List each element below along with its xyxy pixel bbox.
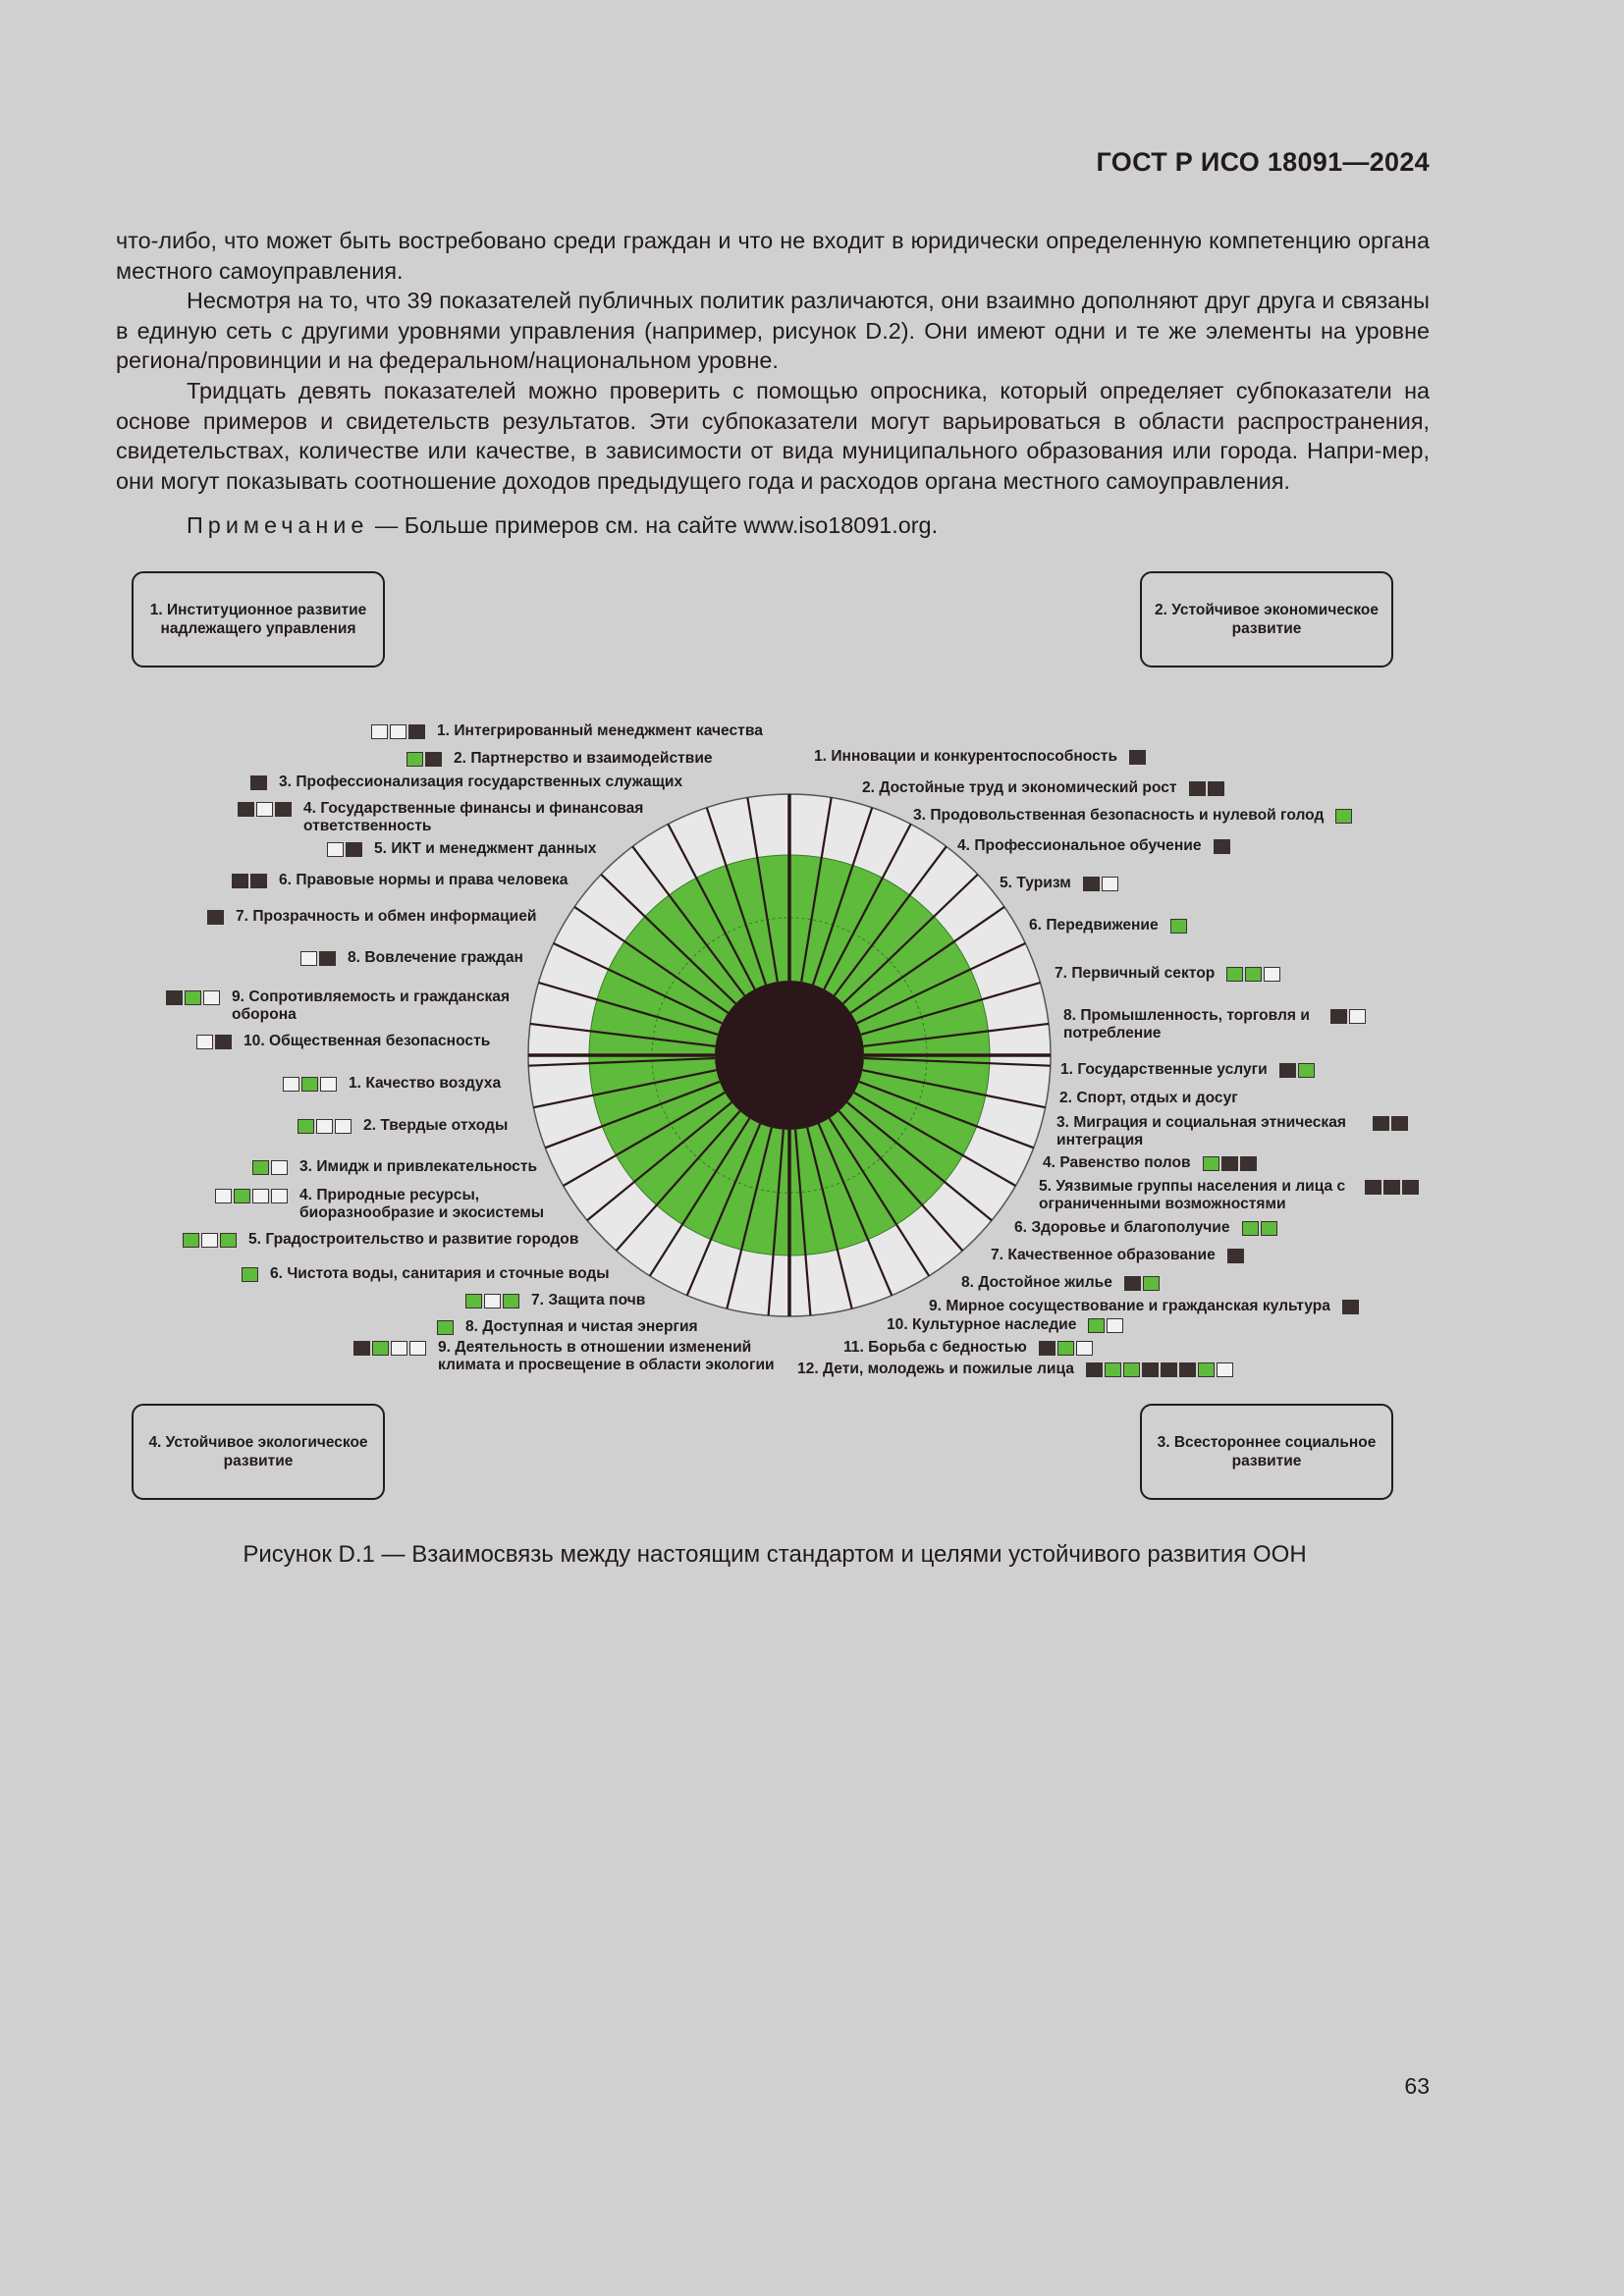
sdg-icons <box>1129 750 1146 765</box>
indicator-label: 3. Имидж и привлекательность <box>299 1158 538 1175</box>
sdg-goal-icon <box>207 910 224 925</box>
sdg-icons <box>1365 1180 1419 1195</box>
sdg-icons <box>1088 1318 1123 1333</box>
indicator-label: 8. Промышленность, торговля и потребление <box>1063 1007 1310 1041</box>
sdg-icons <box>1039 1341 1093 1356</box>
paragraph: Тридцать девять показателей можно проверить с помощью опросника, который определяет субпоказатели на основе примеров и свидетельств результатов. Эти субпоказатели могут варьироваться в области распространения, свидетельствах, количестве или качестве, в зависимости от вида муниципального образования или города. Напри-мер, они могут показывать соотношение доходов предыдущего года и расходов органа местного самоуправления. <box>116 377 1430 494</box>
sdg-goal-icon <box>1227 1249 1244 1263</box>
sdg-goal-icon <box>1349 1009 1366 1024</box>
sdg-goal-icon <box>1189 781 1206 796</box>
sdg-goal-icon <box>353 1341 370 1356</box>
sdg-goal-icon <box>201 1233 218 1248</box>
sdg-goal-icon <box>242 1267 258 1282</box>
note-text: — Больше примеров см. на сайте www.iso18091.org. <box>368 512 939 538</box>
sdg-goal-icon <box>215 1035 232 1049</box>
sdg-goal-icon <box>196 1035 213 1049</box>
sdg-goal-icon <box>203 990 220 1005</box>
sdg-goal-icon <box>1383 1180 1400 1195</box>
category-box-economic: 2. Устойчивое экономическое развитие <box>1140 571 1393 667</box>
sdg-goal-icon <box>1298 1063 1315 1078</box>
sdg-goal-icon <box>1203 1156 1219 1171</box>
sdg-icons <box>1335 809 1352 824</box>
sdg-icons <box>1189 781 1224 796</box>
sdg-goal-icon <box>1373 1116 1389 1131</box>
sdg-goal-icon <box>1402 1180 1419 1195</box>
sdg-goal-icon <box>250 874 267 888</box>
sdg-goal-icon <box>316 1119 333 1134</box>
sdg-icons <box>371 724 425 739</box>
sdg-goal-icon <box>408 724 425 739</box>
indicator-label: 4. Равенство полов <box>1043 1154 1191 1171</box>
indicator-label: 7. Защита почв <box>531 1292 646 1308</box>
sdg-goal-icon <box>1198 1362 1215 1377</box>
sdg-goal-icon <box>319 951 336 966</box>
sdg-goal-icon <box>301 1077 318 1092</box>
sdg-goal-icon <box>300 951 317 966</box>
indicator-label: 1. Государственные услуги <box>1060 1061 1268 1078</box>
sdg-icons <box>283 1077 337 1092</box>
sdg-goal-icon <box>1107 1318 1123 1333</box>
indicator-label: 12. Дети, молодежь и пожилые лица <box>797 1361 1074 1377</box>
sdg-icons <box>1279 1063 1315 1078</box>
sdg-goal-icon <box>437 1320 454 1335</box>
sdg-goal-icon <box>1143 1276 1160 1291</box>
sdg-goal-icon <box>406 752 423 767</box>
indicator-label: 3. Профессионализация государственных служащих <box>279 774 683 790</box>
sdg-goal-icon <box>1170 919 1187 934</box>
paragraph: Несмотря на то, что 39 показателей публичных политик различаются, они взаимно дополняют друг друга и связаны в единую сеть с другими уровнями управления (например, рисунок D.2). Они имеют одни и те же элементы на уровне региона/провинции и на федеральном/национальном уровне. <box>116 288 1430 374</box>
sdg-icons <box>1342 1300 1359 1314</box>
sdg-goal-icon <box>465 1294 482 1308</box>
sdg-goal-icon <box>1179 1362 1196 1377</box>
paragraph: что-либо, что может быть востребовано среди граждан и что не входит в юридически определенную компетенцию органа местного самоуправления. <box>116 228 1430 284</box>
sdg-goal-icon <box>1217 1362 1233 1377</box>
indicator-label: 2. Твердые отходы <box>363 1117 509 1134</box>
indicator-label: 1. Инновации и конкурентоспособность <box>814 748 1118 765</box>
indicator-label: 7. Качественное образование <box>991 1247 1216 1263</box>
sdg-goal-icon <box>252 1189 269 1203</box>
sdg-goal-icon <box>215 1189 232 1203</box>
sdg-goal-icon <box>371 724 388 739</box>
indicator-label: 6. Передвижение <box>1029 917 1159 934</box>
sdg-goal-icon <box>1039 1341 1056 1356</box>
sdg-icons <box>437 1320 454 1335</box>
sdg-goal-icon <box>390 724 406 739</box>
indicator-label: 10. Культурное наследие <box>887 1316 1077 1333</box>
indicator-label: 5. Уязвимые группы населения и лица с ограниченными возможностями <box>1039 1178 1346 1212</box>
sdg-goal-icon <box>183 1233 199 1248</box>
sdg-goal-icon <box>220 1233 237 1248</box>
indicator-label: 2. Спорт, отдых и досуг <box>1059 1090 1238 1106</box>
indicator-label: 5. ИКТ и менеджмент данных <box>374 840 597 857</box>
sdg-goal-icon <box>185 990 201 1005</box>
indicator-label: 6. Правовые нормы и права человека <box>279 872 568 888</box>
page-number: 63 <box>1404 2073 1430 2099</box>
indicator-label: 9. Мирное сосуществование и гражданская культура <box>929 1298 1330 1314</box>
sdg-goal-icon <box>1245 967 1262 982</box>
category-box-institutional: 1. Институционное развитие надлежащего управления <box>132 571 385 667</box>
sdg-goal-icon <box>346 842 362 857</box>
indicator-label: 7. Прозрачность и обмен информацией <box>236 908 537 925</box>
sdg-icons <box>196 1035 232 1049</box>
sdg-icons <box>232 874 267 888</box>
indicator-label: 9. Деятельность в отношении изменений климата и просвещение в области экологии <box>438 1339 775 1373</box>
sdg-icons <box>1086 1362 1233 1377</box>
sdg-goal-icon <box>1161 1362 1177 1377</box>
sdg-goal-icon <box>320 1077 337 1092</box>
sdg-icons <box>298 1119 352 1134</box>
sdg-goal-icon <box>1076 1341 1093 1356</box>
indicator-label: 8. Вовлечение граждан <box>348 949 523 966</box>
sdg-goal-icon <box>1226 967 1243 982</box>
sdg-goal-icon <box>1365 1180 1381 1195</box>
sdg-goal-icon <box>1330 1009 1347 1024</box>
indicator-label: 4. Государственные финансы и финансовая ответственность <box>303 800 644 834</box>
sdg-icons <box>242 1267 258 1282</box>
sdg-icons <box>1083 877 1118 891</box>
sdg-goal-icon <box>1129 750 1146 765</box>
sdg-goal-icon <box>503 1294 519 1308</box>
indicator-label: 1. Качество воздуха <box>349 1075 502 1092</box>
sdg-icons <box>300 951 336 966</box>
figure-caption: Рисунок D.1 — Взаимосвязь между настоящим стандартом и целями устойчивого развития ООН <box>243 1541 1307 1568</box>
sdg-icons <box>327 842 362 857</box>
sdg-goal-icon <box>1102 877 1118 891</box>
indicator-label: 8. Доступная и чистая энергия <box>465 1318 698 1335</box>
sdg-goal-icon <box>1391 1116 1408 1131</box>
wheel-center <box>715 981 864 1130</box>
indicator-label: 3. Продовольственная безопасность и нулевой голод <box>913 807 1325 824</box>
indicator-label: 4. Профессиональное обучение <box>957 837 1202 854</box>
sdg-goal-icon <box>1083 877 1100 891</box>
sdg-goal-icon <box>1335 809 1352 824</box>
indicator-label: 11. Борьба с бедностью <box>843 1339 1027 1356</box>
sdg-goal-icon <box>1264 967 1280 982</box>
sdg-icons <box>252 1160 288 1175</box>
indicator-label: 1. Интегрированный менеджмент качества <box>437 722 763 739</box>
sdg-goal-icon <box>283 1077 299 1092</box>
sdg-goal-icon <box>250 775 267 790</box>
sdg-goal-icon <box>425 752 442 767</box>
sdg-goal-icon <box>1208 781 1224 796</box>
sdg-icons <box>183 1233 237 1248</box>
sdg-goal-icon <box>1261 1221 1277 1236</box>
sdg-goal-icon <box>1057 1341 1074 1356</box>
category-box-social: 3. Всестороннее социальное развитие <box>1140 1404 1393 1500</box>
sdg-goal-icon <box>1342 1300 1359 1314</box>
indicator-label: 6. Чистота воды, санитария и сточные воды <box>270 1265 610 1282</box>
indicator-label: 7. Первичный сектор <box>1055 965 1216 982</box>
sdg-icons <box>1214 839 1230 854</box>
indicator-label: 6. Здоровье и благополучие <box>1014 1219 1230 1236</box>
sdg-icons <box>238 802 292 817</box>
sdg-icons <box>1226 967 1280 982</box>
indicator-label: 2. Достойные труд и экономический рост <box>862 779 1177 796</box>
sdg-goal-icon <box>335 1119 352 1134</box>
sdg-goal-icon <box>298 1119 314 1134</box>
sdg-goal-icon <box>271 1189 288 1203</box>
sdg-goal-icon <box>1105 1362 1121 1377</box>
note-label: Примечание <box>187 512 369 538</box>
sdg-goal-icon <box>234 1189 250 1203</box>
sdg-goal-icon <box>409 1341 426 1356</box>
sdg-goal-icon <box>1279 1063 1296 1078</box>
sdg-goal-icon <box>372 1341 389 1356</box>
category-box-ecological: 4. Устойчивое экологическое развитие <box>132 1404 385 1500</box>
sdg-goal-icon <box>1142 1362 1159 1377</box>
sdg-icons <box>465 1294 519 1308</box>
indicator-label: 5. Градостроительство и развитие городов <box>248 1231 579 1248</box>
indicator-label: 5. Туризм <box>1000 875 1071 891</box>
sdg-icons <box>1373 1116 1408 1131</box>
sdg-icons <box>166 990 220 1005</box>
sdg-icons <box>1124 1276 1160 1291</box>
document-header: ГОСТ Р ИСО 18091—2024 <box>1096 147 1430 177</box>
indicator-label: 10. Общественная безопасность <box>244 1033 491 1049</box>
sdg-goal-icon <box>271 1160 288 1175</box>
indicator-label: 3. Миграция и социальная этническая интеграция <box>1056 1114 1347 1148</box>
sdg-icons <box>215 1189 288 1203</box>
sdg-icons <box>250 775 267 790</box>
sdg-icons <box>1227 1249 1244 1263</box>
sdg-goal-icon <box>252 1160 269 1175</box>
sdg-goal-icon <box>166 990 183 1005</box>
sdg-icons <box>406 752 442 767</box>
sdg-icons <box>353 1341 426 1356</box>
sdg-icons <box>207 910 224 925</box>
indicator-label: 8. Достойное жилье <box>961 1274 1112 1291</box>
sdg-goal-icon <box>1086 1362 1103 1377</box>
indicator-label: 9. Сопротивляемость и гражданская оборона <box>232 988 511 1023</box>
sdg-goal-icon <box>1221 1156 1238 1171</box>
sdg-goal-icon <box>256 802 273 817</box>
sdg-goal-icon <box>1123 1362 1140 1377</box>
sdg-goal-icon <box>275 802 292 817</box>
sdg-goal-icon <box>232 874 248 888</box>
sdg-icons <box>1242 1221 1277 1236</box>
indicator-label: 4. Природные ресурсы, биоразнообразие и экосистемы <box>299 1187 545 1221</box>
sdg-goal-icon <box>1088 1318 1105 1333</box>
sdg-goal-icon <box>1240 1156 1257 1171</box>
indicator-label: 2. Партнерство и взаимодействие <box>454 750 713 767</box>
sdg-icons <box>1203 1156 1257 1171</box>
sdg-icons <box>1330 1009 1366 1024</box>
sdg-goal-icon <box>391 1341 407 1356</box>
sdg-goal-icon <box>238 802 254 817</box>
sdg-goal-icon <box>327 842 344 857</box>
sdg-goal-icon <box>1214 839 1230 854</box>
sdg-goal-icon <box>484 1294 501 1308</box>
sdg-goal-icon <box>1242 1221 1259 1236</box>
sdg-icons <box>1170 919 1187 934</box>
sdg-goal-icon <box>1124 1276 1141 1291</box>
